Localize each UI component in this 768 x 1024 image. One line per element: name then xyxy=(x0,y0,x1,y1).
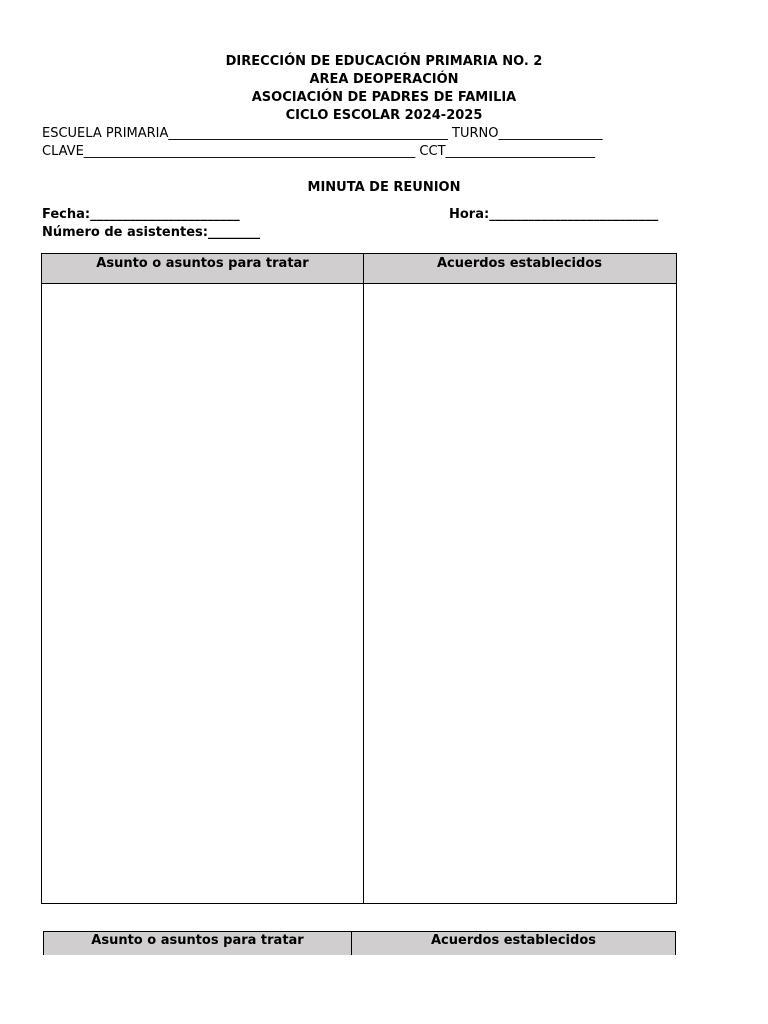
minutes-table xyxy=(41,253,677,904)
table2-header-acuerdos: Acuerdos establecidos xyxy=(352,932,675,955)
fecha-field[interactable]: Fecha:_______________________ xyxy=(42,207,240,222)
asuntos-cell[interactable] xyxy=(42,284,363,903)
acuerdos-cell[interactable] xyxy=(364,284,676,903)
asistentes-field[interactable]: Número de asistentes:________ xyxy=(42,225,260,240)
table2-header-asuntos: Asunto o asuntos para tratar xyxy=(44,932,351,955)
table2-column-divider xyxy=(351,932,352,955)
escuela-turno-field[interactable]: ESCUELA PRIMARIA___________________________________________ TURNO________________ xyxy=(42,126,603,141)
header-line-ciclo: CICLO ESCOLAR 2024-2025 xyxy=(285,108,483,123)
minutes-table-continued xyxy=(43,931,676,955)
clave-cct-field[interactable]: CLAVE___________________________________________________ CCT_______________________ xyxy=(42,144,596,159)
table-header-acuerdos: Acuerdos establecidos xyxy=(363,254,676,284)
minuta-title: MINUTA DE REUNION xyxy=(307,180,461,195)
hora-field[interactable]: Hora:__________________________ xyxy=(449,207,659,222)
header-line-direccion: DIRECCIÓN DE EDUCACIÓN PRIMARIA NO. 2 xyxy=(225,54,543,69)
header-line-area: AREA DEOPERACIÓN xyxy=(309,72,459,87)
header-line-asociacion: ASOCIACIÓN DE PADRES DE FAMILIA xyxy=(251,90,517,105)
table-header-asuntos: Asunto o asuntos para tratar xyxy=(42,254,363,284)
